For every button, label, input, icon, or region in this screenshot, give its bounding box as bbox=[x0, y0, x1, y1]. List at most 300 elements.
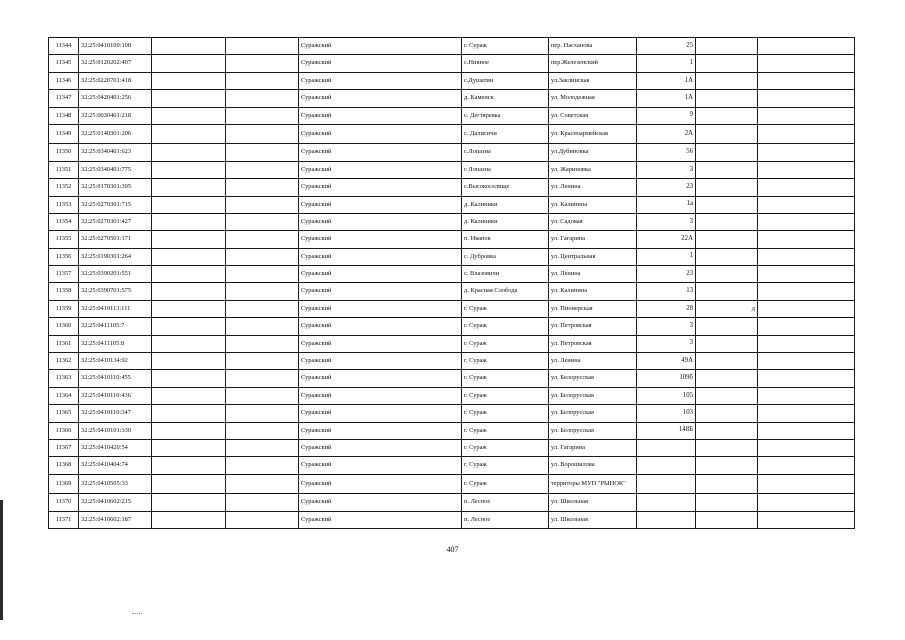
cell-empty bbox=[152, 405, 226, 422]
cell-street: ул. Ленина bbox=[549, 353, 637, 370]
table-row bbox=[49, 179, 855, 196]
cell-extra bbox=[696, 474, 758, 493]
cell-street: ул. Пионерская bbox=[549, 300, 637, 317]
cell-locality: п. Лесное bbox=[462, 511, 549, 528]
cell-extra bbox=[696, 457, 758, 474]
cell-street: ул. Центральная bbox=[549, 248, 637, 265]
cell-extra bbox=[696, 266, 758, 283]
cell-extra bbox=[696, 38, 758, 55]
cell-street: ул. Советская bbox=[549, 107, 637, 124]
cell-locality: г. Сураж bbox=[462, 318, 549, 335]
cell-locality: с. Далисичи bbox=[462, 124, 549, 143]
cell-cadastral-number: 32:25:0410113:111 bbox=[79, 300, 152, 317]
table-row bbox=[49, 248, 855, 265]
cell-cadastral-number: 32:25:0120202:407 bbox=[79, 55, 152, 72]
cell-house-number: 23 bbox=[637, 179, 696, 196]
cell-empty bbox=[758, 494, 855, 511]
cell-extra bbox=[696, 422, 758, 439]
cell-district: Суражский bbox=[299, 90, 462, 107]
cell-district: Суражский bbox=[299, 55, 462, 72]
cell-record-number: 11351 bbox=[49, 161, 79, 178]
cell-district: Суражский bbox=[299, 422, 462, 439]
cell-empty bbox=[152, 124, 226, 143]
cell-street: ул. Белорусская bbox=[549, 387, 637, 404]
cell-house-number: 3 bbox=[637, 318, 696, 335]
cell-district: Суражский bbox=[299, 457, 462, 474]
cell-empty bbox=[152, 353, 226, 370]
cell-empty bbox=[226, 422, 299, 439]
table-row bbox=[49, 107, 855, 124]
cell-empty bbox=[226, 179, 299, 196]
cell-empty bbox=[152, 370, 226, 387]
cell-house-number: 13 bbox=[637, 283, 696, 300]
cell-record-number: 11358 bbox=[49, 283, 79, 300]
cell-empty bbox=[758, 439, 855, 456]
cell-locality: с. Дубровка bbox=[462, 248, 549, 265]
cell-street: ул. Молодежная bbox=[549, 90, 637, 107]
cell-record-number: 11363 bbox=[49, 370, 79, 387]
table-row bbox=[49, 300, 855, 317]
cell-record-number: 11348 bbox=[49, 107, 79, 124]
cell-district: Суражский bbox=[299, 370, 462, 387]
cell-empty bbox=[758, 422, 855, 439]
cell-empty bbox=[152, 72, 226, 89]
cell-record-number: 11355 bbox=[49, 231, 79, 248]
cell-empty bbox=[226, 439, 299, 456]
cell-extra bbox=[696, 353, 758, 370]
cell-house-number: 9 bbox=[637, 107, 696, 124]
cell-locality: с.Высокоселище bbox=[462, 179, 549, 196]
cell-record-number: 11369 bbox=[49, 474, 79, 493]
cell-empty bbox=[226, 494, 299, 511]
cell-empty bbox=[226, 457, 299, 474]
table-row bbox=[49, 90, 855, 107]
cell-district: Суражский bbox=[299, 283, 462, 300]
cell-house-number: 25 bbox=[637, 38, 696, 55]
cell-district: Суражский bbox=[299, 494, 462, 511]
cell-empty bbox=[226, 196, 299, 213]
table-row bbox=[49, 422, 855, 439]
cell-locality: г. Сураж bbox=[462, 353, 549, 370]
cell-house-number: 148Б bbox=[637, 422, 696, 439]
cell-house-number bbox=[637, 474, 696, 493]
cell-cadastral-number: 32:25:0410420:54 bbox=[79, 439, 152, 456]
cell-empty bbox=[226, 38, 299, 55]
cell-locality: г. Сураж bbox=[462, 370, 549, 387]
cell-extra bbox=[696, 179, 758, 196]
cell-house-number: 103 bbox=[637, 405, 696, 422]
cell-street: ул. Ленина bbox=[549, 266, 637, 283]
cell-district: Суражский bbox=[299, 300, 462, 317]
cell-empty bbox=[152, 38, 226, 55]
cell-street: ул. Гагарина bbox=[549, 439, 637, 456]
cell-locality: г. Сураж bbox=[462, 474, 549, 493]
cell-empty bbox=[226, 161, 299, 178]
cell-district: Суражский bbox=[299, 231, 462, 248]
table-row bbox=[49, 439, 855, 456]
cell-cadastral-number: 32:25:0270301:427 bbox=[79, 213, 152, 230]
property-register-table bbox=[48, 37, 855, 529]
cell-street: ул. Петровская bbox=[549, 318, 637, 335]
cell-house-number: 1А bbox=[637, 90, 696, 107]
cell-cadastral-number: 32:25:0410505:33 bbox=[79, 474, 152, 493]
table-row bbox=[49, 387, 855, 404]
cell-record-number: 11368 bbox=[49, 457, 79, 474]
cell-locality: с.Душатин bbox=[462, 72, 549, 89]
cell-record-number: 11362 bbox=[49, 353, 79, 370]
cell-district: Суражский bbox=[299, 387, 462, 404]
cell-house-number: 28 bbox=[637, 300, 696, 317]
cell-locality: д. Каменск bbox=[462, 90, 549, 107]
cell-street: пер. Пасханова bbox=[549, 38, 637, 55]
cell-empty bbox=[152, 422, 226, 439]
cell-record-number: 11361 bbox=[49, 335, 79, 352]
table-row bbox=[49, 474, 855, 493]
cell-empty bbox=[226, 55, 299, 72]
cell-record-number: 11367 bbox=[49, 439, 79, 456]
cell-extra bbox=[696, 55, 758, 72]
table-row bbox=[49, 405, 855, 422]
cell-cadastral-number: 32:25:0410109:108 bbox=[79, 38, 152, 55]
cell-district: Суражский bbox=[299, 124, 462, 143]
cell-empty bbox=[226, 107, 299, 124]
cell-district: Суражский bbox=[299, 405, 462, 422]
cell-district: Суражский bbox=[299, 266, 462, 283]
cell-empty bbox=[226, 213, 299, 230]
scan-artifact bbox=[132, 613, 142, 616]
cell-cadastral-number: 32:25:0390701:575 bbox=[79, 283, 152, 300]
cell-street: ул. Петровская bbox=[549, 335, 637, 352]
cell-empty bbox=[758, 370, 855, 387]
cell-empty bbox=[152, 439, 226, 456]
cell-cadastral-number: 32:25:0410404:74 bbox=[79, 457, 152, 474]
cell-empty bbox=[152, 511, 226, 528]
cell-extra bbox=[696, 494, 758, 511]
cell-record-number: 11344 bbox=[49, 38, 79, 55]
cell-empty bbox=[758, 283, 855, 300]
cell-house-number: 56 bbox=[637, 144, 696, 161]
table-row bbox=[49, 494, 855, 511]
cell-empty bbox=[758, 457, 855, 474]
cell-extra bbox=[696, 370, 758, 387]
cell-empty bbox=[758, 387, 855, 404]
cell-empty bbox=[152, 248, 226, 265]
cell-empty bbox=[152, 283, 226, 300]
cell-empty bbox=[152, 161, 226, 178]
cell-street: ул. Ворошилова bbox=[549, 457, 637, 474]
cell-empty bbox=[226, 474, 299, 493]
cell-record-number: 11356 bbox=[49, 248, 79, 265]
cell-locality: п. Лесное bbox=[462, 494, 549, 511]
cell-record-number: 11347 bbox=[49, 90, 79, 107]
cell-extra bbox=[696, 405, 758, 422]
cell-district: Суражский bbox=[299, 107, 462, 124]
cell-empty bbox=[152, 318, 226, 335]
cell-record-number: 11357 bbox=[49, 266, 79, 283]
cell-empty bbox=[758, 144, 855, 161]
cell-locality: с.Лопазна bbox=[462, 144, 549, 161]
cell-cadastral-number: 32:25:0140301:206 bbox=[79, 124, 152, 143]
cell-empty bbox=[758, 231, 855, 248]
cell-extra bbox=[696, 196, 758, 213]
cell-extra: д bbox=[696, 300, 758, 317]
cell-empty bbox=[758, 300, 855, 317]
cell-house-number: 3 bbox=[637, 161, 696, 178]
cell-record-number: 11352 bbox=[49, 179, 79, 196]
cell-street: ул. Жариновка bbox=[549, 161, 637, 178]
cell-cadastral-number: 32:25:0270501:171 bbox=[79, 231, 152, 248]
cell-empty bbox=[758, 405, 855, 422]
cell-house-number bbox=[637, 457, 696, 474]
cell-empty bbox=[758, 179, 855, 196]
cell-cadastral-number: 32:25:0190301:264 bbox=[79, 248, 152, 265]
cell-empty bbox=[758, 38, 855, 55]
cell-district: Суражский bbox=[299, 179, 462, 196]
cell-extra bbox=[696, 318, 758, 335]
cell-extra bbox=[696, 107, 758, 124]
cell-street: ул.Дубиновка bbox=[549, 144, 637, 161]
cell-record-number: 11354 bbox=[49, 213, 79, 230]
cell-empty bbox=[758, 213, 855, 230]
cell-empty bbox=[758, 124, 855, 143]
cell-empty bbox=[152, 55, 226, 72]
cell-cadastral-number: 32:25:0410134:92 bbox=[79, 353, 152, 370]
cell-cadastral-number: 32:25:0411105:8 bbox=[79, 335, 152, 352]
cell-locality: с Лопазна bbox=[462, 161, 549, 178]
cell-street: ул. Калинина bbox=[549, 283, 637, 300]
cell-empty bbox=[152, 494, 226, 511]
cell-empty bbox=[758, 318, 855, 335]
cell-extra bbox=[696, 387, 758, 404]
cell-empty bbox=[152, 196, 226, 213]
cell-street: территоры МУП "РЫНОК" bbox=[549, 474, 637, 493]
cell-empty bbox=[152, 90, 226, 107]
cell-extra bbox=[696, 511, 758, 528]
table-row bbox=[49, 72, 855, 89]
cell-district: Суражский bbox=[299, 196, 462, 213]
cell-street: ул. Садовая bbox=[549, 213, 637, 230]
cell-street: ул.Заклинская bbox=[549, 72, 637, 89]
cell-street: ул. Гагарина bbox=[549, 231, 637, 248]
cell-locality: с. Дегтяревка bbox=[462, 107, 549, 124]
page-number: 407 bbox=[446, 545, 459, 554]
cell-empty bbox=[758, 161, 855, 178]
cell-house-number: 1А bbox=[637, 72, 696, 89]
cell-empty bbox=[152, 231, 226, 248]
table-row bbox=[49, 161, 855, 178]
cell-street: ул. Ленина bbox=[549, 179, 637, 196]
cell-extra bbox=[696, 213, 758, 230]
cell-empty bbox=[226, 511, 299, 528]
cell-cadastral-number: 32:25:0410602:187 bbox=[79, 511, 152, 528]
cell-district: Суражский bbox=[299, 144, 462, 161]
cell-district: Суражский bbox=[299, 213, 462, 230]
cell-cadastral-number: 32:25:0270301:715 bbox=[79, 196, 152, 213]
cell-house-number: 23 bbox=[637, 266, 696, 283]
cell-empty bbox=[226, 266, 299, 283]
cell-cadastral-number: 32:25:0030401:218 bbox=[79, 107, 152, 124]
cell-empty bbox=[758, 72, 855, 89]
table-row bbox=[49, 335, 855, 352]
cell-extra bbox=[696, 439, 758, 456]
cell-house-number: 22А bbox=[637, 231, 696, 248]
cell-cadastral-number: 32:25:0410110:347 bbox=[79, 405, 152, 422]
cell-extra bbox=[696, 161, 758, 178]
cell-locality: п. Иванов bbox=[462, 231, 549, 248]
cell-cadastral-number: 32:25:0410110:436 bbox=[79, 387, 152, 404]
cell-cadastral-number: 32:25:0410110:455 bbox=[79, 370, 152, 387]
cell-locality: г. Сураж bbox=[462, 335, 549, 352]
cell-record-number: 11346 bbox=[49, 72, 79, 89]
cell-empty bbox=[226, 231, 299, 248]
cell-empty bbox=[226, 300, 299, 317]
cell-locality: г. Сураж bbox=[462, 439, 549, 456]
cell-locality: г. Сураж bbox=[462, 300, 549, 317]
cell-empty bbox=[226, 387, 299, 404]
cell-district: Суражский bbox=[299, 248, 462, 265]
cell-record-number: 11350 bbox=[49, 144, 79, 161]
cell-empty bbox=[758, 474, 855, 493]
cell-extra bbox=[696, 248, 758, 265]
cell-record-number: 11371 bbox=[49, 511, 79, 528]
cell-record-number: 11365 bbox=[49, 405, 79, 422]
cell-empty bbox=[226, 283, 299, 300]
cell-house-number: 1 bbox=[637, 248, 696, 265]
cell-empty bbox=[758, 335, 855, 352]
cell-house-number: 105 bbox=[637, 387, 696, 404]
cell-street: ул. Красноармейская bbox=[549, 124, 637, 143]
cell-empty bbox=[226, 90, 299, 107]
cell-extra bbox=[696, 283, 758, 300]
cell-record-number: 11366 bbox=[49, 422, 79, 439]
cell-district: Суражский bbox=[299, 511, 462, 528]
cell-locality: с.Нивное bbox=[462, 55, 549, 72]
table-row bbox=[49, 457, 855, 474]
cell-locality: г. Сураж bbox=[462, 387, 549, 404]
cell-empty bbox=[152, 213, 226, 230]
cell-empty bbox=[758, 266, 855, 283]
scan-page-edge bbox=[0, 500, 3, 620]
cell-house-number: 49А bbox=[637, 353, 696, 370]
cell-empty bbox=[152, 387, 226, 404]
cell-locality: д. Калиники bbox=[462, 213, 549, 230]
cell-district: Суражский bbox=[299, 474, 462, 493]
cell-street: ул. Белорусская bbox=[549, 370, 637, 387]
cell-street: ул. Белорусская bbox=[549, 405, 637, 422]
table-row bbox=[49, 55, 855, 72]
cell-cadastral-number: 32:25:0170301:395 bbox=[79, 179, 152, 196]
cell-cadastral-number: 32:25:0220701:418 bbox=[79, 72, 152, 89]
cell-empty bbox=[152, 474, 226, 493]
cell-cadastral-number: 32:25:0420401:256 bbox=[79, 90, 152, 107]
table-row bbox=[49, 231, 855, 248]
cell-house-number bbox=[637, 494, 696, 511]
cell-district: Суражский bbox=[299, 335, 462, 352]
table-row bbox=[49, 318, 855, 335]
table-row bbox=[49, 370, 855, 387]
cell-house-number: 3 bbox=[637, 213, 696, 230]
cell-extra bbox=[696, 144, 758, 161]
cell-locality: г. Сураж bbox=[462, 405, 549, 422]
register-body bbox=[49, 38, 855, 529]
cell-house-number: 109б bbox=[637, 370, 696, 387]
table-row bbox=[49, 353, 855, 370]
cell-cadastral-number: 32:25:0340401:775 bbox=[79, 161, 152, 178]
cell-empty bbox=[758, 107, 855, 124]
table-row bbox=[49, 511, 855, 528]
cell-extra bbox=[696, 231, 758, 248]
table-row bbox=[49, 144, 855, 161]
cell-extra bbox=[696, 124, 758, 143]
cell-house-number bbox=[637, 439, 696, 456]
cell-empty bbox=[226, 72, 299, 89]
cell-street: ул. Школьная bbox=[549, 511, 637, 528]
cell-district: Суражский bbox=[299, 72, 462, 89]
cell-house-number: 1 bbox=[637, 55, 696, 72]
cell-empty bbox=[758, 248, 855, 265]
table-row bbox=[49, 38, 855, 55]
cell-street: пер.Железенский bbox=[549, 55, 637, 72]
cell-locality: с. Влазовичи bbox=[462, 266, 549, 283]
cell-empty bbox=[758, 196, 855, 213]
cell-street: ул. Калинина bbox=[549, 196, 637, 213]
cell-street: ул. Белорусская bbox=[549, 422, 637, 439]
table-row bbox=[49, 124, 855, 143]
cell-cadastral-number: 32:25:0410101:330 bbox=[79, 422, 152, 439]
cell-empty bbox=[152, 266, 226, 283]
cell-record-number: 11345 bbox=[49, 55, 79, 72]
cell-empty bbox=[226, 248, 299, 265]
cell-empty bbox=[152, 144, 226, 161]
cell-locality: г. Сураж bbox=[462, 422, 549, 439]
cell-house-number: 1а bbox=[637, 196, 696, 213]
cell-district: Суражский bbox=[299, 353, 462, 370]
cell-empty bbox=[758, 511, 855, 528]
cell-record-number: 11370 bbox=[49, 494, 79, 511]
cell-empty bbox=[152, 300, 226, 317]
cell-empty bbox=[758, 353, 855, 370]
cell-empty bbox=[226, 370, 299, 387]
cell-cadastral-number: 32:25:0411105:7 bbox=[79, 318, 152, 335]
cell-cadastral-number: 32:25:0340401:623 bbox=[79, 144, 152, 161]
cell-house-number: 3 bbox=[637, 335, 696, 352]
cell-record-number: 11360 bbox=[49, 318, 79, 335]
cell-empty bbox=[226, 318, 299, 335]
cell-locality: г. Сураж bbox=[462, 38, 549, 55]
cell-cadastral-number: 32:25:0410602:215 bbox=[79, 494, 152, 511]
cell-locality: д. Калиники bbox=[462, 196, 549, 213]
cell-house-number bbox=[637, 511, 696, 528]
cell-empty bbox=[152, 107, 226, 124]
table-row bbox=[49, 213, 855, 230]
cell-empty bbox=[226, 335, 299, 352]
cell-record-number: 11353 bbox=[49, 196, 79, 213]
cell-empty bbox=[152, 179, 226, 196]
cell-empty bbox=[758, 55, 855, 72]
table-row bbox=[49, 266, 855, 283]
cell-extra bbox=[696, 72, 758, 89]
cell-district: Суражский bbox=[299, 318, 462, 335]
cell-empty bbox=[152, 335, 226, 352]
cell-empty bbox=[152, 457, 226, 474]
cell-empty bbox=[226, 144, 299, 161]
cell-empty bbox=[226, 124, 299, 143]
cell-record-number: 11349 bbox=[49, 124, 79, 143]
table-row bbox=[49, 196, 855, 213]
cell-extra bbox=[696, 335, 758, 352]
cell-district: Суражский bbox=[299, 439, 462, 456]
cell-locality: г. Сураж bbox=[462, 457, 549, 474]
